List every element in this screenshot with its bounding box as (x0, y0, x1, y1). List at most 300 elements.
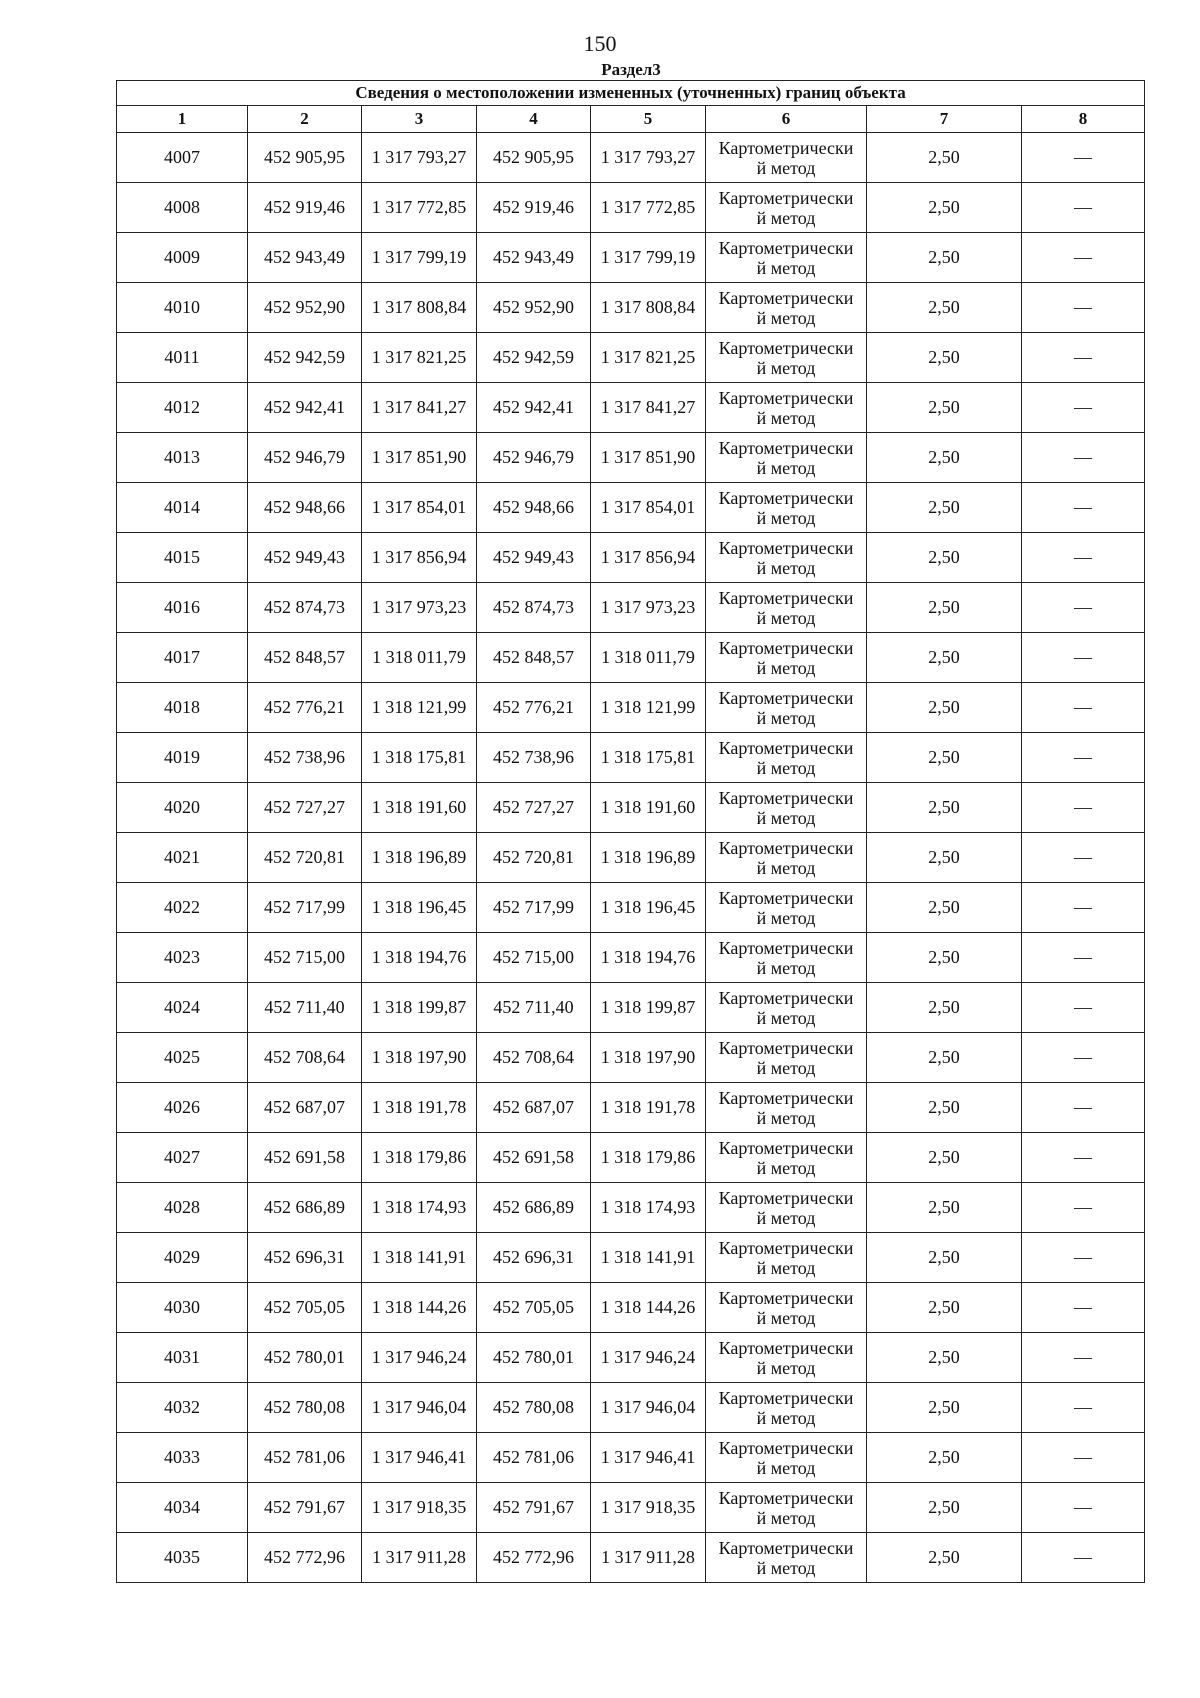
method-line-2: й метод (756, 407, 816, 428)
point-number-cell: 4019 (117, 733, 248, 783)
point-number-cell: 4026 (117, 1083, 248, 1133)
description-cell: — (1022, 233, 1145, 283)
x-new-cell: 452 952,90 (477, 283, 591, 333)
method-line-1: Картометрически (718, 437, 854, 458)
method-cell (706, 1033, 867, 1083)
y-new-cell: 1 318 011,79 (591, 633, 706, 683)
method-line-1: Картометрически (718, 1537, 854, 1558)
accuracy-cell: 2,50 (867, 433, 1022, 483)
x-new-cell: 452 686,89 (477, 1183, 591, 1233)
method-line-2: й метод (756, 557, 816, 578)
y-new-cell: 1 317 911,28 (591, 1533, 706, 1583)
method-line-2: й метод (756, 657, 816, 678)
column-header-2: 2 (248, 106, 362, 133)
method-line-2: й метод (756, 457, 816, 478)
method-line-1: Картометрически (718, 937, 854, 958)
method-cell (706, 333, 867, 383)
x-existing-cell: 452 942,41 (248, 383, 362, 433)
table-body (117, 133, 1145, 1583)
x-new-cell: 452 720,81 (477, 833, 591, 883)
method-line-1: Картометрически (718, 887, 854, 908)
y-existing-cell: 1 317 841,27 (362, 383, 477, 433)
x-existing-cell: 452 781,06 (248, 1433, 362, 1483)
table-row (117, 533, 1145, 583)
column-header-8: 8 (1022, 106, 1145, 133)
y-existing-cell: 1 318 141,91 (362, 1233, 477, 1283)
x-new-cell: 452 715,00 (477, 933, 591, 983)
accuracy-cell: 2,50 (867, 183, 1022, 233)
description-cell: — (1022, 1133, 1145, 1183)
method-cell (706, 1083, 867, 1133)
method-line-2: й метод (756, 157, 816, 178)
table-row (117, 1333, 1145, 1383)
point-number-cell: 4007 (117, 133, 248, 183)
y-existing-cell: 1 317 851,90 (362, 433, 477, 483)
table-row (117, 133, 1145, 183)
description-cell: — (1022, 1183, 1145, 1233)
method-line-1: Картометрически (718, 237, 854, 258)
x-existing-cell: 452 691,58 (248, 1133, 362, 1183)
y-existing-cell: 1 318 121,99 (362, 683, 477, 733)
y-existing-cell: 1 317 973,23 (362, 583, 477, 633)
description-cell: — (1022, 1383, 1145, 1433)
point-number-cell: 4025 (117, 1033, 248, 1083)
x-existing-cell: 452 708,64 (248, 1033, 362, 1083)
accuracy-cell: 2,50 (867, 883, 1022, 933)
accuracy-cell: 2,50 (867, 483, 1022, 533)
y-new-cell: 1 317 841,27 (591, 383, 706, 433)
y-new-cell: 1 317 799,19 (591, 233, 706, 283)
accuracy-cell: 2,50 (867, 1283, 1022, 1333)
y-existing-cell: 1 317 911,28 (362, 1533, 477, 1583)
table-row (117, 983, 1145, 1033)
x-existing-cell: 452 687,07 (248, 1083, 362, 1133)
method-cell (706, 1483, 867, 1533)
accuracy-cell: 2,50 (867, 683, 1022, 733)
y-new-cell: 1 317 946,04 (591, 1383, 706, 1433)
method-line-1: Картометрически (718, 987, 854, 1008)
y-new-cell: 1 317 856,94 (591, 533, 706, 583)
method-cell (706, 433, 867, 483)
table-row (117, 383, 1145, 433)
point-number-cell: 4012 (117, 383, 248, 433)
accuracy-cell: 2,50 (867, 1433, 1022, 1483)
method-line-2: й метод (756, 1107, 816, 1128)
table-caption: Сведения о местоположении измененных (уточненных) границ объекта (117, 81, 1145, 106)
method-line-1: Картометрически (718, 837, 854, 858)
x-new-cell: 452 781,06 (477, 1433, 591, 1483)
point-number-cell: 4031 (117, 1333, 248, 1383)
method-line-1: Картометрически (718, 287, 854, 308)
x-new-cell: 452 905,95 (477, 133, 591, 183)
accuracy-cell: 2,50 (867, 983, 1022, 1033)
description-cell: — (1022, 533, 1145, 583)
y-existing-cell: 1 318 144,26 (362, 1283, 477, 1333)
y-new-cell: 1 318 196,45 (591, 883, 706, 933)
table-row (117, 183, 1145, 233)
accuracy-cell: 2,50 (867, 283, 1022, 333)
column-header-3: 3 (362, 106, 477, 133)
point-number-cell: 4033 (117, 1433, 248, 1483)
accuracy-cell: 2,50 (867, 1233, 1022, 1283)
table-row (117, 1133, 1145, 1183)
accuracy-cell: 2,50 (867, 583, 1022, 633)
method-cell (706, 1533, 867, 1583)
method-line-2: й метод (756, 757, 816, 778)
table-row (117, 883, 1145, 933)
method-cell (706, 983, 867, 1033)
method-cell (706, 1333, 867, 1383)
table-row (117, 1183, 1145, 1233)
method-line-1: Картометрически (718, 787, 854, 808)
x-existing-cell: 452 715,00 (248, 933, 362, 983)
description-cell: — (1022, 1433, 1145, 1483)
point-number-cell: 4034 (117, 1483, 248, 1533)
table-row (117, 233, 1145, 283)
method-line-2: й метод (756, 857, 816, 878)
column-header-row (117, 106, 1145, 133)
x-new-cell: 452 738,96 (477, 733, 591, 783)
method-line-1: Картометрически (718, 1387, 854, 1408)
method-line-2: й метод (756, 707, 816, 728)
x-existing-cell: 452 949,43 (248, 533, 362, 583)
method-line-1: Картометрически (718, 1287, 854, 1308)
description-cell: — (1022, 983, 1145, 1033)
description-cell: — (1022, 1083, 1145, 1133)
y-existing-cell: 1 317 918,35 (362, 1483, 477, 1533)
accuracy-cell: 2,50 (867, 333, 1022, 383)
table-row (117, 683, 1145, 733)
x-existing-cell: 452 727,27 (248, 783, 362, 833)
table-row (117, 1283, 1145, 1333)
method-line-1: Картометрически (718, 387, 854, 408)
x-new-cell: 452 948,66 (477, 483, 591, 533)
x-existing-cell: 452 705,05 (248, 1283, 362, 1333)
description-cell: — (1022, 433, 1145, 483)
accuracy-cell: 2,50 (867, 233, 1022, 283)
method-line-2: й метод (756, 307, 816, 328)
method-cell (706, 133, 867, 183)
table-row (117, 583, 1145, 633)
y-existing-cell: 1 317 808,84 (362, 283, 477, 333)
y-existing-cell: 1 318 174,93 (362, 1183, 477, 1233)
point-number-cell: 4015 (117, 533, 248, 583)
accuracy-cell: 2,50 (867, 633, 1022, 683)
table-row (117, 1383, 1145, 1433)
x-new-cell: 452 942,41 (477, 383, 591, 433)
method-cell (706, 1183, 867, 1233)
method-cell (706, 483, 867, 533)
x-existing-cell: 452 791,67 (248, 1483, 362, 1533)
y-new-cell: 1 318 194,76 (591, 933, 706, 983)
y-new-cell: 1 318 196,89 (591, 833, 706, 883)
table-row (117, 483, 1145, 533)
column-header-7: 7 (867, 106, 1022, 133)
y-existing-cell: 1 317 946,04 (362, 1383, 477, 1433)
method-line-1: Картометрически (718, 587, 854, 608)
point-number-cell: 4029 (117, 1233, 248, 1283)
x-existing-cell: 452 696,31 (248, 1233, 362, 1283)
method-cell (706, 233, 867, 283)
method-line-1: Картометрически (718, 1037, 854, 1058)
y-new-cell: 1 318 191,60 (591, 783, 706, 833)
x-existing-cell: 452 772,96 (248, 1533, 362, 1583)
method-line-1: Картометрически (718, 737, 854, 758)
method-line-2: й метод (756, 1157, 816, 1178)
x-new-cell: 452 708,64 (477, 1033, 591, 1083)
description-cell: — (1022, 1333, 1145, 1383)
method-line-2: й метод (756, 1307, 816, 1328)
accuracy-cell: 2,50 (867, 733, 1022, 783)
method-line-1: Картометрически (718, 1337, 854, 1358)
point-number-cell: 4030 (117, 1283, 248, 1333)
y-existing-cell: 1 317 946,24 (362, 1333, 477, 1383)
method-line-2: й метод (756, 1457, 816, 1478)
y-existing-cell: 1 317 793,27 (362, 133, 477, 183)
method-line-2: й метод (756, 907, 816, 928)
x-existing-cell: 452 942,59 (248, 333, 362, 383)
x-new-cell: 452 705,05 (477, 1283, 591, 1333)
method-cell (706, 1233, 867, 1283)
method-cell (706, 533, 867, 583)
method-line-1: Картометрически (718, 1137, 854, 1158)
point-number-cell: 4022 (117, 883, 248, 933)
point-number-cell: 4020 (117, 783, 248, 833)
description-cell: — (1022, 1533, 1145, 1583)
method-line-2: й метод (756, 1057, 816, 1078)
table-row (117, 283, 1145, 333)
y-new-cell: 1 318 175,81 (591, 733, 706, 783)
y-new-cell: 1 317 973,23 (591, 583, 706, 633)
y-new-cell: 1 317 821,25 (591, 333, 706, 383)
method-cell (706, 183, 867, 233)
method-line-2: й метод (756, 607, 816, 628)
method-line-1: Картометрически (718, 687, 854, 708)
y-new-cell: 1 318 144,26 (591, 1283, 706, 1333)
column-header-4: 4 (477, 106, 591, 133)
description-cell: — (1022, 733, 1145, 783)
y-new-cell: 1 318 197,90 (591, 1033, 706, 1083)
y-new-cell: 1 318 141,91 (591, 1233, 706, 1283)
description-cell: — (1022, 583, 1145, 633)
description-cell: — (1022, 283, 1145, 333)
point-number-cell: 4032 (117, 1383, 248, 1433)
method-line-2: й метод (756, 507, 816, 528)
method-line-2: й метод (756, 1007, 816, 1028)
method-cell (706, 783, 867, 833)
accuracy-cell: 2,50 (867, 383, 1022, 433)
x-existing-cell: 452 943,49 (248, 233, 362, 283)
description-cell: — (1022, 333, 1145, 383)
table-row (117, 633, 1145, 683)
description-cell: — (1022, 883, 1145, 933)
column-header-1: 1 (117, 106, 248, 133)
accuracy-cell: 2,50 (867, 1183, 1022, 1233)
method-line-2: й метод (756, 1207, 816, 1228)
x-existing-cell: 452 720,81 (248, 833, 362, 883)
method-line-2: й метод (756, 357, 816, 378)
method-line-2: й метод (756, 807, 816, 828)
point-number-cell: 4011 (117, 333, 248, 383)
point-number-cell: 4014 (117, 483, 248, 533)
x-new-cell: 452 727,27 (477, 783, 591, 833)
y-existing-cell: 1 318 191,60 (362, 783, 477, 833)
x-new-cell: 452 919,46 (477, 183, 591, 233)
point-number-cell: 4023 (117, 933, 248, 983)
x-existing-cell: 452 919,46 (248, 183, 362, 233)
accuracy-cell: 2,50 (867, 833, 1022, 883)
table-row (117, 1083, 1145, 1133)
x-existing-cell: 452 776,21 (248, 683, 362, 733)
method-line-2: й метод (756, 957, 816, 978)
y-new-cell: 1 317 946,24 (591, 1333, 706, 1383)
x-new-cell: 452 711,40 (477, 983, 591, 1033)
method-cell (706, 1133, 867, 1183)
method-cell (706, 833, 867, 883)
method-cell (706, 883, 867, 933)
y-existing-cell: 1 318 191,78 (362, 1083, 477, 1133)
x-new-cell: 452 848,57 (477, 633, 591, 683)
x-new-cell: 452 943,49 (477, 233, 591, 283)
description-cell: — (1022, 1233, 1145, 1283)
description-cell: — (1022, 133, 1145, 183)
y-new-cell: 1 317 946,41 (591, 1433, 706, 1483)
description-cell: — (1022, 783, 1145, 833)
y-new-cell: 1 317 854,01 (591, 483, 706, 533)
description-cell: — (1022, 1283, 1145, 1333)
x-new-cell: 452 946,79 (477, 433, 591, 483)
table-row (117, 933, 1145, 983)
y-new-cell: 1 318 179,86 (591, 1133, 706, 1183)
method-line-1: Картометрически (718, 1237, 854, 1258)
y-existing-cell: 1 317 856,94 (362, 533, 477, 583)
point-number-cell: 4024 (117, 983, 248, 1033)
accuracy-cell: 2,50 (867, 1083, 1022, 1133)
y-new-cell: 1 318 121,99 (591, 683, 706, 733)
description-cell: — (1022, 183, 1145, 233)
page-number: 150 (583, 31, 617, 56)
method-line-1: Картометрически (718, 137, 854, 158)
y-new-cell: 1 317 851,90 (591, 433, 706, 483)
description-cell: — (1022, 633, 1145, 683)
column-header-5: 5 (591, 106, 706, 133)
y-existing-cell: 1 318 179,86 (362, 1133, 477, 1183)
description-cell: — (1022, 933, 1145, 983)
method-cell (706, 1283, 867, 1333)
point-number-cell: 4013 (117, 433, 248, 483)
table-row (117, 1433, 1145, 1483)
table-row (117, 1533, 1145, 1583)
accuracy-cell: 2,50 (867, 1033, 1022, 1083)
method-line-2: й метод (756, 1257, 816, 1278)
point-number-cell: 4009 (117, 233, 248, 283)
method-cell (706, 283, 867, 333)
point-number-cell: 4027 (117, 1133, 248, 1183)
method-cell (706, 633, 867, 683)
accuracy-cell: 2,50 (867, 1333, 1022, 1383)
y-existing-cell: 1 318 194,76 (362, 933, 477, 983)
x-existing-cell: 452 946,79 (248, 433, 362, 483)
column-header-6: 6 (706, 106, 867, 133)
accuracy-cell: 2,50 (867, 783, 1022, 833)
method-cell (706, 733, 867, 783)
description-cell: — (1022, 1483, 1145, 1533)
method-cell (706, 1383, 867, 1433)
method-cell (706, 1433, 867, 1483)
method-line-1: Картометрически (718, 1087, 854, 1108)
x-new-cell: 452 691,58 (477, 1133, 591, 1183)
y-existing-cell: 1 318 197,90 (362, 1033, 477, 1083)
x-new-cell: 452 949,43 (477, 533, 591, 583)
method-line-2: й метод (756, 1557, 816, 1578)
accuracy-cell: 2,50 (867, 1383, 1022, 1433)
x-existing-cell: 452 848,57 (248, 633, 362, 683)
table-row (117, 733, 1145, 783)
table-row (117, 1233, 1145, 1283)
x-existing-cell: 452 780,08 (248, 1383, 362, 1433)
y-existing-cell: 1 317 799,19 (362, 233, 477, 283)
x-new-cell: 452 780,01 (477, 1333, 591, 1383)
x-existing-cell: 452 738,96 (248, 733, 362, 783)
method-line-1: Картометрически (718, 1437, 854, 1458)
x-new-cell: 452 780,08 (477, 1383, 591, 1433)
y-existing-cell: 1 318 196,89 (362, 833, 477, 883)
x-existing-cell: 452 717,99 (248, 883, 362, 933)
method-cell (706, 683, 867, 733)
y-existing-cell: 1 318 199,87 (362, 983, 477, 1033)
y-new-cell: 1 317 808,84 (591, 283, 706, 333)
x-new-cell: 452 942,59 (477, 333, 591, 383)
table-row (117, 1033, 1145, 1083)
method-cell (706, 383, 867, 433)
method-cell (706, 933, 867, 983)
description-cell: — (1022, 383, 1145, 433)
table-row (117, 333, 1145, 383)
method-line-1: Картометрически (718, 637, 854, 658)
accuracy-cell: 2,50 (867, 1533, 1022, 1583)
x-new-cell: 452 874,73 (477, 583, 591, 633)
accuracy-cell: 2,50 (867, 533, 1022, 583)
point-number-cell: 4028 (117, 1183, 248, 1233)
point-number-cell: 4016 (117, 583, 248, 633)
y-new-cell: 1 318 191,78 (591, 1083, 706, 1133)
x-new-cell: 452 791,67 (477, 1483, 591, 1533)
section-title: Раздел3 (601, 60, 661, 79)
method-line-2: й метод (756, 207, 816, 228)
table-row (117, 783, 1145, 833)
table-row (117, 1483, 1145, 1533)
method-line-2: й метод (756, 257, 816, 278)
method-line-1: Картометрически (718, 1187, 854, 1208)
x-new-cell: 452 772,96 (477, 1533, 591, 1583)
table-row (117, 433, 1145, 483)
accuracy-cell: 2,50 (867, 933, 1022, 983)
description-cell: — (1022, 1033, 1145, 1083)
accuracy-cell: 2,50 (867, 1483, 1022, 1533)
method-cell (706, 583, 867, 633)
point-number-cell: 4008 (117, 183, 248, 233)
x-new-cell: 452 776,21 (477, 683, 591, 733)
point-number-cell: 4021 (117, 833, 248, 883)
x-existing-cell: 452 711,40 (248, 983, 362, 1033)
point-number-cell: 4017 (117, 633, 248, 683)
description-cell: — (1022, 833, 1145, 883)
y-new-cell: 1 317 772,85 (591, 183, 706, 233)
method-line-2: й метод (756, 1407, 816, 1428)
description-cell: — (1022, 483, 1145, 533)
point-number-cell: 4035 (117, 1533, 248, 1583)
y-existing-cell: 1 317 946,41 (362, 1433, 477, 1483)
